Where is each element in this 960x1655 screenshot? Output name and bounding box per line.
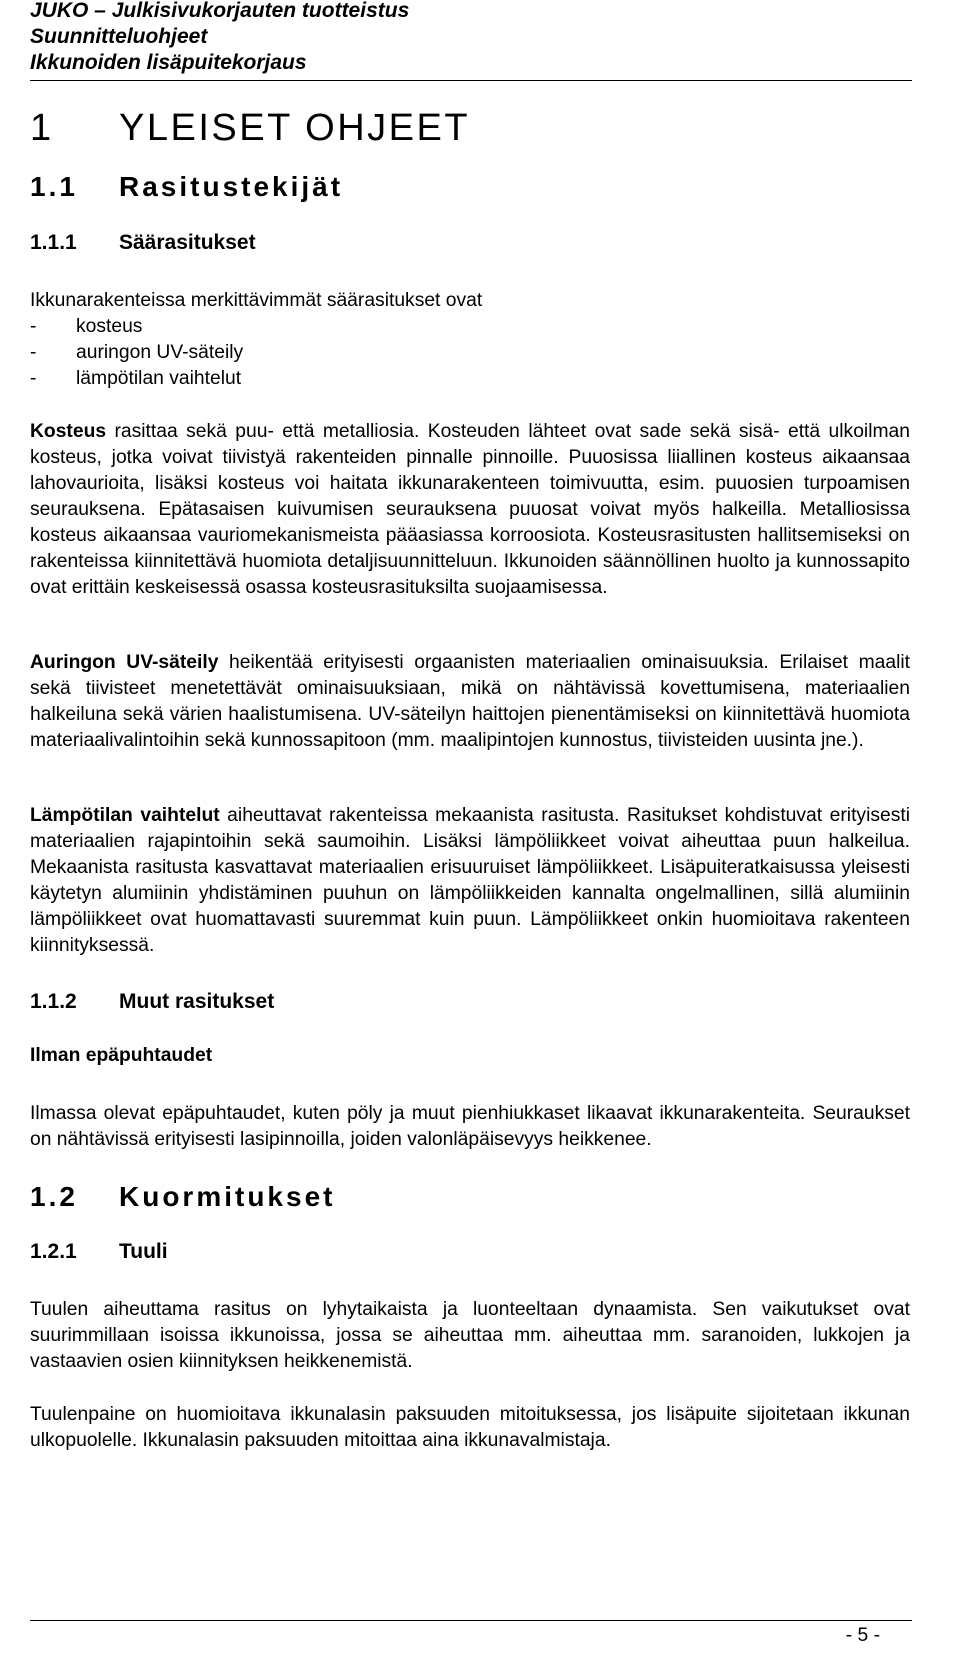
section-title: Kuormitukset xyxy=(119,1181,336,1212)
subsection-title: Tuuli xyxy=(119,1240,168,1263)
subheading-air-impurities: Ilman epäpuhtaudet xyxy=(30,1045,213,1066)
section-number: 1.2 xyxy=(30,1181,78,1212)
paragraph-wind-2: Tuulenpaine on huomioitava ikkunalasin paksuuden mitoituksessa, jos lisäpuite sijoitetaan ikkunan ulkopuolelle. Ikkunalasin paksuuden mitoittaa aina ikkunavalmistaja. xyxy=(30,1404,910,1451)
subsection-title: Muut rasitukset xyxy=(119,990,275,1013)
header-title: JUKO – Julkisivukorjauten tuotteistus xyxy=(30,0,410,22)
footer-divider xyxy=(30,1620,912,1621)
paragraph-air: Ilmassa olevat epäpuhtaudet, kuten pöly ja muut pienhiukkaset likaavat ikkunarakenteita. Seuraukset on nähtävissä erityisesti lasipinnoilla, joiden valonläpäisevyys heikkenee. xyxy=(30,1103,910,1150)
paragraph-lead: Kosteus xyxy=(30,421,107,442)
header-topic: Ikkunoiden lisäpuitekorjaus xyxy=(30,51,307,74)
chapter-heading xyxy=(30,107,470,150)
list-item: - lämpötilan vaihtelut xyxy=(30,368,242,389)
section-heading-1-2 xyxy=(30,1181,335,1213)
paragraph-moisture: Kosteus rasittaa sekä puu- että metalliosia. Kosteuden lähteet ovat sade sekä sisä- että ulkoilman kosteus, jotka voivat tiivistyä rakenteiden pinnalle pinnoille. Puuosissa liiallinen kosteus aikaansaa lahovaurioita, lisäksi kosteus voi haitata ikkunarakenteen toimivuutta, esim. puuosien turpoamisen seurauksena. Epätasaisen kuivumisen seurauksena puuosat voivat myös halkeilla. Metalliosissa kosteus aikaansaa vauriomekanismeista pääasiassa korroosiota. Kosteusrasitusten hallitsemiseksi on rakenteissa kiinnitettävä huomiota detaljisuunnitteluun. Ikkunoiden säännöllinen huolto ja kunnossapito ovat erittäin keskeisessä osassa kosteusrasituksilta suojaamisessa. xyxy=(30,421,910,598)
paragraph-wind-1: Tuulen aiheuttama rasitus on lyhytaikaista ja luonteeltaan dynaamista. Sen vaikutukset ovat suurimmillaan isoissa ikkunoissa, jossa se aiheuttaa mm. aiheuttaa mm. saranoiden, lukkojen ja vastaavien osien kiinnityksen heikkenemistä. xyxy=(30,1299,910,1372)
chapter-number: 1 xyxy=(30,107,54,149)
subsection-title: Säärasitukset xyxy=(119,231,256,254)
section-heading-1-1 xyxy=(30,171,343,203)
subsection-number: 1.2.1 xyxy=(30,1240,77,1263)
section-number: 1.1 xyxy=(30,171,78,202)
subsection-heading-1-1-2 xyxy=(30,990,274,1014)
header-subtitle: Suunnitteluohjeet xyxy=(30,25,208,48)
list-item: - kosteus xyxy=(30,316,143,337)
page-number: - 5 - xyxy=(845,1625,880,1646)
section-title: Rasitustekijät xyxy=(119,171,344,202)
header-divider xyxy=(30,80,912,81)
paragraph-temperature: Lämpötilan vaihtelut aiheuttavat rakenteissa mekaanista rasitusta. Rasitukset kohdistuvat erityisesti materiaalien rajapintoihin sekä saumoihin. Lisäksi lämpöliikkeet voivat aiheuttaa puun halkeilua. Mekaanista rasitusta kasvattavat materiaalien erisuuruiset lämpöliikkeet. Lisäpuiteratkaisussa yleisesti käytetyn alumiinin yhdistäminen puuhun on lämpöliikkeiden kannalta ongelmallinen, sillä alumiinin lämpöliikkeet ovat huomattavasti suuremmat kuin puun. Lämpöliikkeet onkin huomioitava rakenteen kiinnityksessä. xyxy=(30,805,910,956)
stress-list xyxy=(30,314,243,392)
paragraph-uv: Auringon UV-säteily heikentää erityisesti orgaanisten materiaalien ominaisuuksia. Erilaiset maalit sekä tiivisteet menetettävät ominaisuuksiaan, mikä on nähtävissä kovettumisena, materiaalien halkeiluna sekä värien haalistumisena. UV-säteilyn haittojen pienentämiseksi on kiinnitettävä huomiota materiaalivalintoihin sekä kunnossapitoon (mm. maalipintojen kunnostus, tiivisteiden uusinta jne.). xyxy=(30,652,910,751)
subsection-heading-1-1-1 xyxy=(30,231,256,255)
intro-paragraph: Ikkunarakenteissa merkittävimmät säärasitukset ovat xyxy=(30,290,483,311)
chapter-title: YLEISET OHJEET xyxy=(119,107,471,149)
subsection-heading-1-2-1 xyxy=(30,1240,168,1264)
list-item: - auringon UV-säteily xyxy=(30,342,244,363)
subsection-number: 1.1.1 xyxy=(30,231,77,254)
subsection-number: 1.1.2 xyxy=(30,990,77,1013)
paragraph-lead: Lämpötilan vaihtelut xyxy=(30,805,220,826)
paragraph-lead: Auringon UV-säteily xyxy=(30,652,219,673)
